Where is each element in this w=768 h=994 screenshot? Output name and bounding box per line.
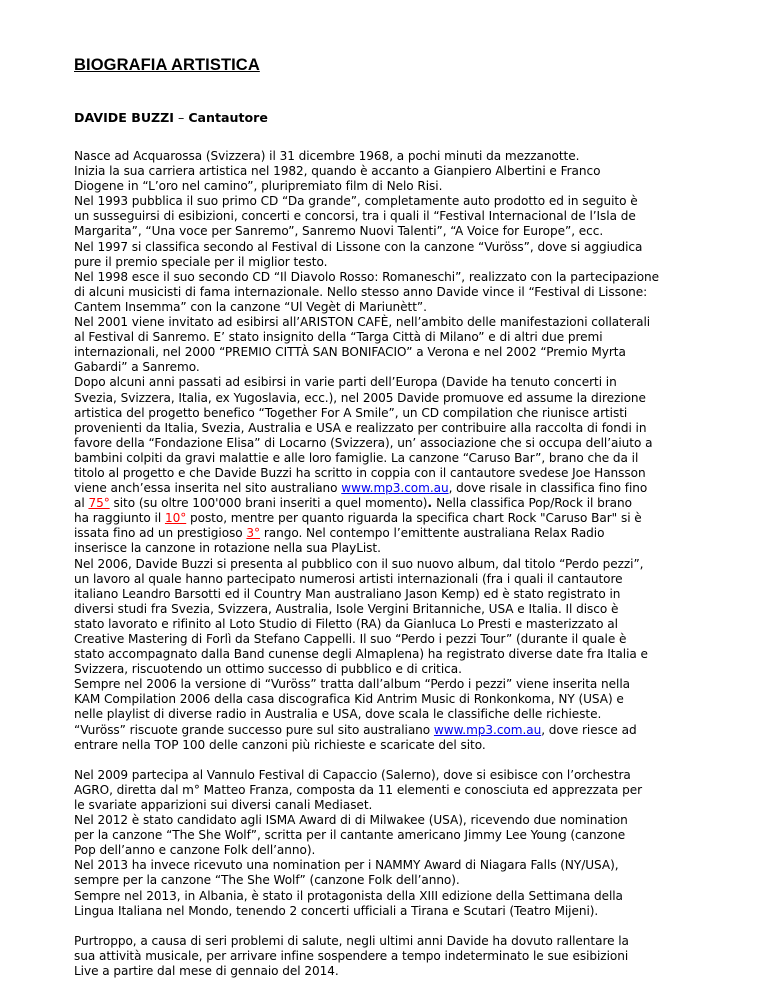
text-line: artistica del progetto benefico “Together For A Smile”, un CD compilation che riunisce artisti <box>74 405 628 420</box>
mp3-site-link-2[interactable]: www.mp3.com.au <box>433 722 542 737</box>
text-line: Nel 1993 pubblica il suo primo CD “Da grande”, completamente auto prodotto ed in seguito è <box>74 194 638 209</box>
text-line: KAM Compilation 2006 della casa discografica Kid Antrim Music di Ronkonkoma, NY (USA) e <box>74 692 624 707</box>
text-line: Gabardi” a Sanremo. <box>74 360 200 375</box>
text-line: Nel 2001 viene invitato ad esibirsi all’ARISTON CAFÈ, nell’ambito delle manifestazioni collaterali <box>74 315 651 330</box>
text-fragment: viene anch’essa inserita nel sito australiano <box>74 481 342 496</box>
rank-75-link[interactable]: 75° <box>88 496 110 511</box>
text-line <box>74 496 714 511</box>
text-fragment: Nella classifica Pop/Rock il brano <box>436 496 632 511</box>
text-line: Cantem Insemma” con la canzone “Ul Vegèt di Mariunètt”. <box>74 299 427 314</box>
rank-3-link[interactable]: 3° <box>246 526 261 541</box>
text-line: internazionali, nel 2000 “PREMIO CITTÀ SAN BONIFACIO” a Verona e nel 2002 “Premio Myrta <box>74 345 626 360</box>
text-line: Nel 1998 esce il suo secondo CD “Il Diavolo Rosso: Romaneschi”, realizzato con la partecipazione <box>74 269 660 284</box>
text-fragment: ha raggiunto il <box>74 511 165 526</box>
page-title: BIOGRAFIA ARTISTICA <box>74 56 260 74</box>
paragraph-2 <box>74 768 714 919</box>
text-fragment: , dove risale in classifica fino fino <box>448 481 648 496</box>
text-line: Lingua Italiana nel Mondo, tenendo 2 concerti ufficiali a Tirana e Scutari (Teatro Mijeni). <box>74 903 599 918</box>
text-line: Margarita”, “Una voce per Sanremo”, Sanremo Nuovi Talenti”, “A Voice for Europe”, ecc. <box>74 224 604 239</box>
rank-10-link[interactable]: 10° <box>164 511 187 526</box>
text-line: bambini colpiti da gravi malattie e alle loro famiglie. La canzone “Caruso Bar”, brano che da il <box>74 450 639 465</box>
text-line: Nel 1997 si classifica secondo al Festival di Lissone con la canzone “Vuröss”, dove si aggiudica <box>74 239 643 254</box>
text-line: stato lavorato e rifinito al Loto Studio di Filetto (RA) da Gianluca Lo Presti e masterizzato al <box>74 616 618 631</box>
text-fragment: posto, mentre per quanto riguarda la specifica chart Rock "Caruso Bar" si è <box>186 511 642 526</box>
text-line: Inizia la sua carriera artistica nel 1982, quando è accanto a Gianpiero Albertini e Franco <box>74 164 601 179</box>
text-line: Nasce ad Acquarossa (Svizzera) il 31 dicembre 1968, a pochi minuti da mezzanotte. <box>74 149 580 163</box>
text-line: Svezia, Svizzera, Italia, ex Yugoslavia, ecc.), nel 2005 Davide promuove ed assume la direzione <box>74 390 646 405</box>
text-line: Nel 2012 è stato candidato agli ISMA Award di di Milwakee (USA), ricevendo due nomination <box>74 813 628 828</box>
text-line: Live a partire dal mese di gennaio del 2014. <box>74 963 339 978</box>
text-line: le svariate apparizioni sui diversi canali Mediaset. <box>74 797 373 812</box>
text-line: al Festival di Sanremo. E’ stato insignito della “Targa Città di Milano” e di altri due premi <box>74 330 603 345</box>
text-line: Nel 2006, Davide Buzzi si presenta al pubblico con il suo nuovo album, dal titolo “Perdo pezzi”, <box>74 556 644 571</box>
text-fragment: issata fino ad un prestigioso <box>74 526 247 541</box>
text-line: sua attività musicale, per arrivare infine sospendere a tempo indeterminato le sue esibizioni <box>74 948 629 963</box>
text-line <box>74 481 714 496</box>
text-line: un susseguirsi di esibizioni, concerti e concorsi, tra i quali il “Festival Internacional de l’Isla de <box>74 209 636 224</box>
biography-text <box>74 149 714 979</box>
text-line: Nel 2013 ha invece ricevuto una nomination per i NAMMY Award di Niagara Falls (NY/USA), <box>74 858 619 873</box>
text-line: Svizzera, riscuotendo un ottimo successo di pubblico e di critica. <box>74 662 462 677</box>
heading-separator: – <box>174 110 189 125</box>
text-line: Dopo alcuni anni passati ad esibirsi in varie parti dell’Europa (Davide ha tenuto concerti in <box>74 375 617 390</box>
text-line: AGRO, diretta dal m° Matteo Franza, composta da 11 elementi e conosciuta ed apprezzata per <box>74 782 642 797</box>
text-line: un lavoro al quale hanno partecipato numerosi artisti internazionali (fra i quali il cantautore <box>74 571 623 586</box>
text-line: favore della “Fondazione Elisa” di Locarno (Svizzera), un’ associazione che si occupa dell’aiuto a <box>74 435 653 450</box>
text-line <box>74 723 714 738</box>
paragraph-3 <box>74 934 714 979</box>
text-fragment: “Vuröss” riscuote grande successo pure sul sito australiano <box>74 722 434 737</box>
mp3-site-link[interactable]: www.mp3.com.au <box>341 481 449 496</box>
text-fragment: , dove riesce ad <box>541 722 637 737</box>
text-line: titolo al progetto e che Davide Buzzi ha scritto in coppia con il cantautore svedese Joe Hansson <box>74 465 646 480</box>
text-line: Nel 2009 partecipa al Vannulo Festival di Capaccio (Salerno), dove si esibisce con l’orchestra <box>74 767 631 782</box>
text-line: per la canzone “The She Wolf”, scritta per il cantante americano Jimmy Lee Young (canzone <box>74 828 626 843</box>
text-line: entrare nella TOP 100 delle canzoni più richieste e scaricate del sito. <box>74 737 486 752</box>
text-line: Diogene in “L’oro nel camino”, pluripremiato film di Nelo Risi. <box>74 179 443 194</box>
text-line: pure il premio speciale per il miglior testo. <box>74 254 328 269</box>
text-line: stato accompagnato dalla Band cunense degli Almaplena) ha registrato diverse date fra Italia e <box>74 647 648 662</box>
artist-heading <box>74 110 268 125</box>
text-line: provenienti da Italia, Svezia, Australia e USA e realizzato per contribuire alla raccolta di fondi in <box>74 420 647 435</box>
paragraph-1 <box>74 149 714 753</box>
text-line <box>74 526 714 541</box>
artist-role: Cantautore <box>188 110 268 125</box>
text-line: diversi studi fra Svezia, Svizzera, Australia, Isole Vergini Britanniche, USA e Italia. Il disco è <box>74 601 619 616</box>
text-line: Sempre nel 2013, in Albania, è stato il protagonista della XIII edizione della Settimana della <box>74 888 623 903</box>
text-fragment: al <box>74 496 89 511</box>
text-line: Pop dell’anno e canzone Folk dell’anno). <box>74 843 316 858</box>
text-line: inserisce la canzone in rotazione nella sua PlayList. <box>74 541 381 556</box>
text-line: Purtroppo, a causa di seri problemi di salute, negli ultimi anni Davide ha dovuto rallentare la <box>74 933 629 948</box>
text-line <box>74 511 714 526</box>
text-line: di alcuni musicisti di fama internazionale. Nello stesso anno Davide vince il “Festival di Lissone: <box>74 284 648 299</box>
text-line: italiano Leandro Barsotti ed il Country Man australiano Jason Kemp) ed è stato registrato in <box>74 586 621 601</box>
artist-name: DAVIDE BUZZI <box>74 110 174 125</box>
text-line: Creative Mastering di Forlì da Stefano Cappelli. Il suo “Perdo i pezzi Tour” (durante il quale è <box>74 632 627 646</box>
text-line: sempre per la canzone “The She Wolf” (canzone Folk dell’anno). <box>74 873 460 888</box>
text-line: nelle playlist di diverse radio in Australia e USA, dove scala le classifiche delle richieste. <box>74 707 602 722</box>
text-line: Sempre nel 2006 la versione di “Vuröss” tratta dall’album “Perdo i pezzi” viene inserita nella <box>74 677 630 692</box>
text-fragment: . <box>427 496 437 511</box>
text-fragment: sito (su oltre 100'000 brani inseriti a quel momento) <box>109 496 428 511</box>
text-fragment: rango. Nel contempo l’emittente australiana Relax Radio <box>260 526 605 541</box>
